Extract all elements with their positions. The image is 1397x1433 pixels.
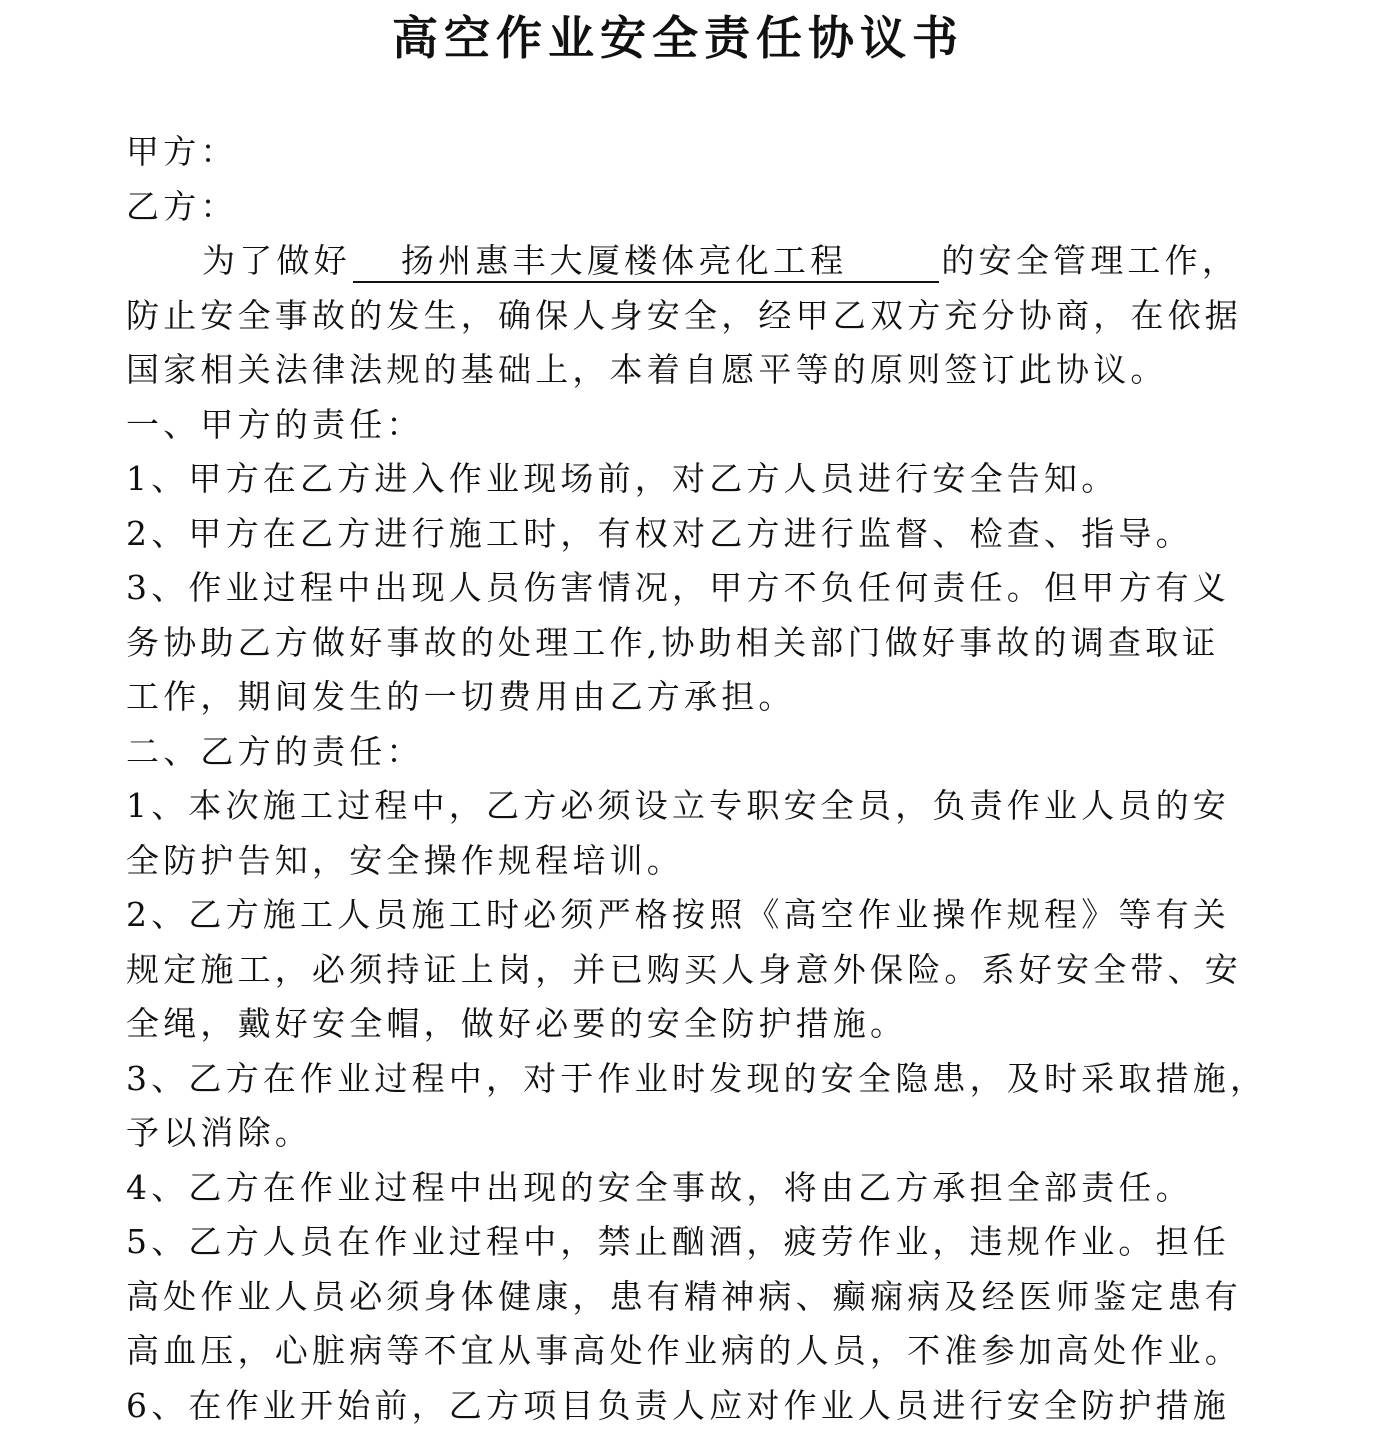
- section-2-line: 3、乙方在作业过程中，对于作业时发现的安全隐患，及时采取措施，: [126, 1052, 1232, 1107]
- document-title: 高空作业安全责任协议书: [0, 8, 1356, 68]
- section-2-line: 2、乙方施工人员施工时必须严格按照《高空作业操作规程》等有关: [126, 888, 1232, 943]
- section-2-line: 全防护告知，安全操作规程培训。: [126, 834, 1232, 889]
- section-2-line: 规定施工，必须持证上岗，并已购买人身意外保险。系好安全带、安: [126, 943, 1232, 998]
- section-2-line: 4、乙方在作业过程中出现的安全事故，将由乙方承担全部责任。: [126, 1161, 1232, 1216]
- intro-line-1: [126, 234, 1232, 289]
- section-2-line: 6、在作业开始前，乙方项目负责人应对作业人员进行安全防护措施: [126, 1379, 1232, 1433]
- section-2-line: 1、本次施工过程中，乙方必须设立专职安全员，负责作业人员的安: [126, 779, 1232, 834]
- party-a-line: 甲方：: [126, 125, 1232, 180]
- intro-prefix: 为了做好: [202, 241, 351, 280]
- section-2-line: 高血压，心脏病等不宜从事高处作业病的人员，不准参加高处作业。: [126, 1324, 1232, 1379]
- section-2-line: 5、乙方人员在作业过程中，禁止酗酒，疲劳作业，违规作业。担任: [126, 1215, 1232, 1270]
- party-b-line: 乙方：: [126, 180, 1232, 235]
- document-body: [126, 125, 1232, 1433]
- section-1-line: 工作，期间发生的一切费用由乙方承担。: [126, 670, 1232, 725]
- section-2-line: 全绳，戴好安全帽，做好必要的安全防护措施。: [126, 997, 1232, 1052]
- project-name-field: 扬州惠丰大厦楼体亮化工程: [353, 241, 940, 283]
- section-2-heading: 二、乙方的责任：: [126, 725, 1232, 780]
- section-1-line: 3、作业过程中出现人员伤害情况，甲方不负任何责任。但甲方有义: [126, 561, 1232, 616]
- intro-line-2: 防止安全事故的发生，确保人身安全，经甲乙双方充分协商，在依据: [126, 289, 1232, 344]
- section-1-line: 2、甲方在乙方进行施工时，有权对乙方进行监督、检查、指导。: [126, 507, 1232, 562]
- section-1-heading: 一、甲方的责任：: [126, 398, 1232, 453]
- section-2-line: 高处作业人员必须身体健康，患有精神病、癫痫病及经医师鉴定患有: [126, 1270, 1232, 1325]
- section-2-line: 予以消除。: [126, 1106, 1232, 1161]
- section-1-line: 务协助乙方做好事故的处理工作,协助相关部门做好事故的调查取证: [126, 616, 1232, 671]
- intro-line-3: 国家相关法律法规的基础上，本着自愿平等的原则签订此协议。: [126, 343, 1232, 398]
- intro-suffix: 的安全管理工作，: [941, 241, 1239, 280]
- section-1-line: 1、甲方在乙方进入作业现场前，对乙方人员进行安全告知。: [126, 452, 1232, 507]
